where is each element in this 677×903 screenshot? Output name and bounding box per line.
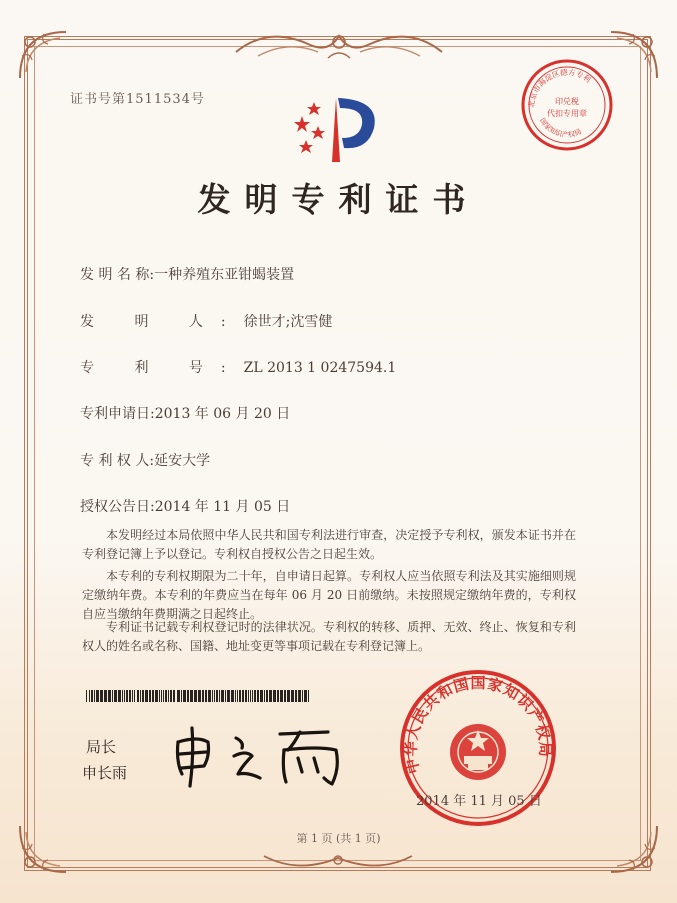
invention-name-label: 发 明 名 称: [80,267,155,283]
corner-ornament-top-right [607,28,661,82]
barcode-bar [291,690,294,702]
barcode-bar [86,690,87,702]
barcode-bar [198,690,201,702]
barcode-bar [269,690,272,702]
barcode-bar [302,690,303,702]
barcode-bar [163,690,164,702]
grant-date-value: 2014 年 11 月 05 日 [154,499,291,515]
corner-ornament-top-left [16,28,70,82]
patent-number-value: ZL 2013 1 0247594.1 [243,360,397,376]
svg-text:北京市海淀区德方专利: 北京市海淀区德方专利 [526,67,593,109]
tax-stamp-seal [520,58,614,152]
barcode-bar [227,690,230,702]
barcode-bar [202,690,204,702]
seal-date: 2014 年 11 月 05 日 [416,794,542,809]
barcode-bar [149,690,151,702]
field-inventor [80,311,332,331]
barcode-bar [122,690,123,702]
barcode-bar [181,690,182,702]
barcode-bar [104,690,107,702]
field-grant-date [80,496,290,516]
invention-name-value: 一种养殖东亚钳蝎装置 [154,267,295,283]
barcode-bar [91,690,93,702]
barcode-bar [94,690,95,702]
barcode-bar [194,690,197,702]
barcode-bar [114,690,117,702]
svg-text:代扣专用章: 代扣专用章 [547,109,587,118]
barcode-bar [237,690,238,702]
bottom-flourish-ornament [258,846,418,876]
inventor-label: 发 明 人: [80,314,244,330]
application-date-label: 专利申请日: [80,406,155,422]
barcode-bar [177,690,180,702]
barcode-bar [108,690,111,702]
patentee-value: 延安大学 [154,453,211,469]
barcode-bar [250,690,251,702]
barcode [86,690,310,702]
barcode-bar [264,690,265,702]
barcode-bar [173,690,175,702]
barcode-bar [216,690,218,702]
barcode-bar [100,690,103,702]
barcode-bar [124,690,125,702]
barcode-bar [208,690,211,702]
body-paragraph-3: 专利证书记载专利权登记时的法律状况。专利权的转移、质押、无效、终止、恢复和专利权人的姓名或名称、国籍、地址变更等事项记载在专利登记簿上。 [82,620,576,653]
barcode-bar [140,690,141,702]
seal-text: 中华人民共和国国家知识产权局 [401,674,555,776]
top-flourish-ornament [228,22,450,64]
barcode-bar [134,690,135,702]
barcode-bar [231,690,234,702]
barcode-bar [118,690,121,702]
barcode-bar [266,690,268,702]
barcode-bar [284,690,286,702]
patent-number-label: 专 利 号: [80,360,244,376]
barcode-bar [187,690,189,702]
svg-text:国家知识产权局: 国家知识产权局 [538,116,583,140]
field-patent-number [80,357,396,377]
patent-office-emblem-icon [288,90,388,170]
director-name: 申长雨 [82,764,128,782]
barcode-bar [280,690,283,702]
barcode-bar [254,690,256,702]
patentee-label: 专 利 权 人: [80,453,155,469]
barcode-bar [132,690,133,702]
barcode-bar [155,690,158,702]
certificate-number: 证书号第1511534号 [70,92,205,107]
certificate-title: 发明专利证书 [197,180,480,219]
barcode-bar [295,690,297,702]
barcode-bar [152,690,154,702]
barcode-bar [298,690,301,702]
inventor-value: 徐世才;沈雪健 [243,314,333,330]
barcode-bar [165,690,167,702]
handwritten-signature [168,720,358,790]
barcode-bar [170,690,172,702]
barcode-bar [248,690,249,702]
barcode-bar [205,690,207,702]
barcode-bar [219,690,220,702]
field-invention-name [80,264,294,284]
barcode-bar [260,690,263,702]
grant-date-label: 授权公告日: [80,499,155,515]
barcode-bar [273,690,276,702]
barcode-bar [257,690,259,702]
barcode-bar [239,690,241,702]
barcode-bar [183,690,186,702]
field-application-date [80,403,290,423]
barcode-bar [89,690,90,702]
barcode-bar [277,690,279,702]
barcode-bar [142,690,144,702]
barcode-bar [137,690,139,702]
barcode-bar [287,690,290,702]
barcode-bar [145,690,148,702]
barcode-bar [168,690,169,702]
barcode-bar [112,690,113,702]
svg-text:印兑税: 印兑税 [555,97,579,106]
barcode-bar [214,690,215,702]
barcode-bar [308,690,309,702]
barcode-bar [221,690,224,702]
body-paragraph-2: 本专利的专利权期限为二十年，自申请日起算。专利权人应当依照专利法及其实施细则规定缴纳年费。本专利的年费应当在每年 06 月 20 日前缴纳。未按照规定缴纳年费的，专利权自应当缴纳年费期满之日起终止。 [82,569,576,621]
application-date-value: 2013 年 06 月 20 日 [154,406,291,422]
barcode-bar [126,690,128,702]
barcode-bar [304,690,307,702]
barcode-bar [225,690,226,702]
barcode-bar [245,690,247,702]
barcode-bar [129,690,131,702]
barcode-bar [212,690,213,702]
director-title: 局长 [86,738,117,756]
barcode-bar [159,690,160,702]
barcode-bar [190,690,193,702]
barcode-bar [242,690,244,702]
barcode-bar [235,690,236,702]
body-paragraph-1: 本发明经过本局依照中华人民共和国专利法进行审查，决定授予专利权，颁发本证书并在专利登记簿上予以登记。专利权自授权公告之日起生效。 [82,528,576,561]
barcode-bar [96,690,99,702]
field-patentee [80,450,210,470]
barcode-bar [161,690,162,702]
barcode-bar [252,690,253,702]
page-number: 第 1 页 (共 1 页) [296,832,381,845]
